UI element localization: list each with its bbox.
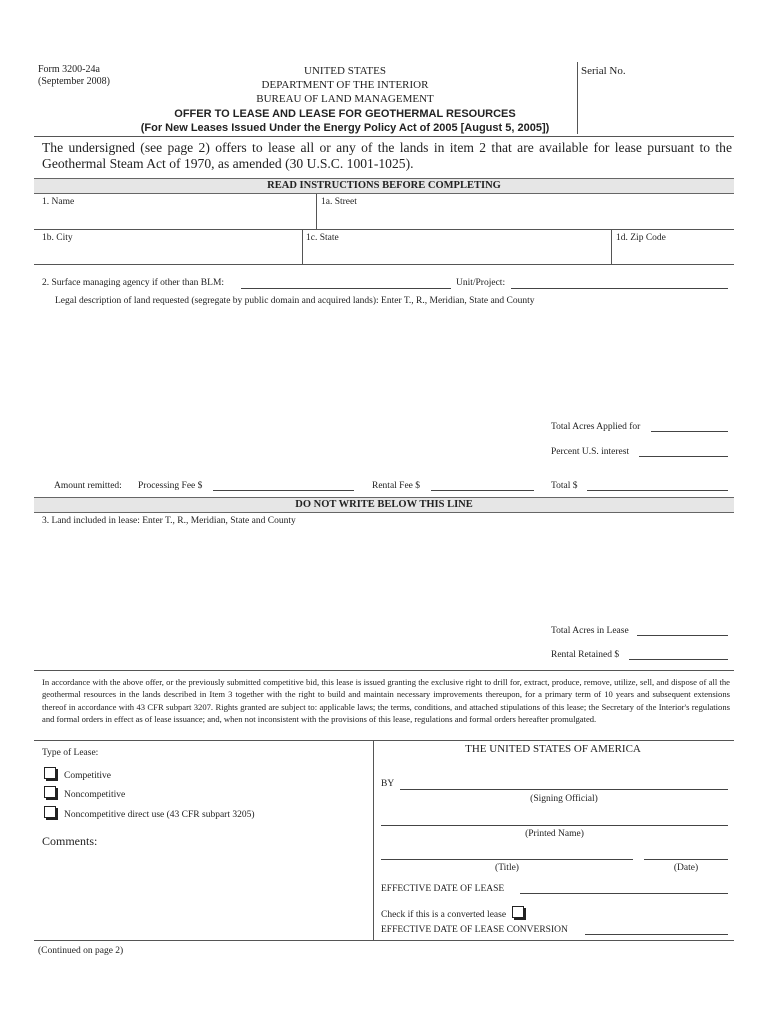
percent-interest-label: Percent U.S. interest [551,447,630,457]
effective-conversion-label: EFFECTIVE DATE OF LEASE CONVERSION [381,925,568,935]
rental-retained-label: Rental Retained $ [551,650,620,660]
amount-remitted-label: Amount remitted: [54,481,122,491]
agency-line-3: BUREAU OF LAND MANAGEMENT [256,93,434,105]
competitive-checkbox[interactable] [44,767,56,779]
street-label: 1a. Street [321,197,357,207]
total-acres-lease-label: Total Acres in Lease [551,626,629,636]
instructions-band: READ INSTRUCTIONS BEFORE COMPLETING [34,178,734,194]
signing-official-caption: (Signing Official) [530,794,598,804]
rental-retained-field[interactable] [629,659,728,660]
date-caption: (Date) [673,863,699,873]
comments-label: Comments: [42,834,98,848]
serial-number-label: Serial No. [581,65,626,77]
title-field[interactable] [381,859,633,860]
land-included-label: 3. Land included in lease: Enter T., R., Meridian, State and County [42,516,296,526]
percent-interest-field[interactable] [639,456,728,457]
form-title: OFFER TO LEASE AND LEASE FOR GEOTHERMAL RESOURCES [174,108,516,120]
processing-fee-field[interactable] [213,490,354,491]
noncompetitive-direct-use-option[interactable]: Noncompetitive direct use (43 CFR subpart 3205) [44,806,255,820]
do-not-write-band: DO NOT WRITE BELOW THIS LINE [34,497,734,513]
by-label: BY [381,779,395,789]
intro-statement: The undersigned (see page 2) offers to lease all or any of the lands in item 2 that are available for lease pursuant to the Geothermal Steam Act of 1970, as amended (30 U.S.C. 1001-1025). [42,140,732,171]
title-caption: (Title) [495,863,519,873]
total-acres-applied-field[interactable] [651,431,728,432]
date-field[interactable] [644,859,728,860]
total-acres-lease-field[interactable] [637,635,728,636]
zip-field[interactable] [615,246,731,264]
signing-official-field[interactable] [400,789,728,790]
usa-heading: THE UNITED STATES OF AMERICA [465,743,641,755]
effective-date-field[interactable] [520,893,728,894]
competitive-option[interactable]: Competitive [44,767,111,781]
street-field[interactable] [320,210,730,228]
agency-line-1: UNITED STATES [304,65,386,77]
noncompetitive-checkbox[interactable] [44,786,56,798]
state-label: 1c. State [306,233,339,243]
surface-agency-field[interactable] [241,288,451,289]
serial-number-field[interactable] [640,64,730,78]
total-acres-applied-label: Total Acres Applied for [551,422,641,432]
noncompetitive-option[interactable]: Noncompetitive [44,786,125,800]
city-field[interactable] [36,246,298,264]
form-subtitle: (For New Leases Issued Under the Energy Policy Act of 2005 [August 5, 2005]) [140,122,550,134]
city-label: 1b. City [42,233,73,243]
rental-fee-field[interactable] [431,490,534,491]
state-field[interactable] [306,246,606,264]
effective-date-label: EFFECTIVE DATE OF LEASE [381,884,505,894]
continued-note: (Continued on page 2) [38,946,124,956]
noncompetitive-direct-use-checkbox[interactable] [44,806,56,818]
converted-lease-option[interactable]: Check if this is a converted lease [381,906,524,920]
surface-agency-label: 2. Surface managing agency if other than BLM: [42,278,225,288]
agency-line-2: DEPARTMENT OF THE INTERIOR [261,79,429,91]
effective-conversion-field[interactable] [585,934,728,935]
name-field[interactable] [36,210,314,228]
form-number: Form 3200-24a [38,64,100,75]
printed-name-caption: (Printed Name) [525,829,584,839]
legal-description-label: Legal description of land requested (segregate by public domain and acquired lands): Enter T., R., Meridian, State and County [55,296,535,306]
total-field[interactable] [587,490,728,491]
rental-fee-label: Rental Fee $ [372,481,421,491]
total-label: Total $ [551,481,578,491]
name-label: 1. Name [42,197,75,207]
type-of-lease-label: Type of Lease: [42,748,99,758]
comments-field[interactable] [42,850,367,935]
zip-label: 1d. Zip Code [616,233,666,243]
converted-lease-checkbox[interactable] [512,906,524,918]
legal-description-field[interactable] [50,310,730,410]
land-included-field[interactable] [42,530,732,620]
form-date: (September 2008) [38,76,110,87]
unit-project-label: Unit/Project: [456,278,506,288]
processing-fee-label: Processing Fee $ [138,481,203,491]
lease-terms: In accordance with the above offer, or the previously submitted competitive bid, this lease is issued granting the exclusive right to drill for, extract, produce, remove, utilize, sell, and dispose of all the geothermal resources in the lands described in Item 3 together with the right to build and maintain necessary improvements thereupon, for a primary term of 10 years and subsequent extensions thereof in accordance with 43 CFR subpart 3207. Rights granted are subject to: applicable laws; the terms, conditions, and attached stipulations of this lease; the Secretary of the Interior's regulations and formal orders in effect as of lease issuance; and, when not inconsistent with the provisions of this lease, regulations and formal orders hereafter promulgated. [42,677,730,725]
printed-name-field[interactable] [381,825,728,826]
unit-project-field[interactable] [511,288,728,289]
